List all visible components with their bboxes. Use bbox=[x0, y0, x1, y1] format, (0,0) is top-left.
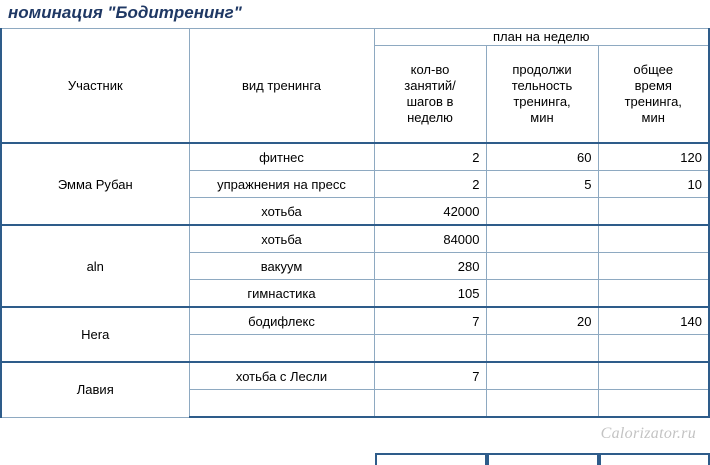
total-value bbox=[598, 362, 709, 390]
total-value: 120 bbox=[598, 143, 709, 171]
next-row-cell-duration bbox=[487, 453, 599, 465]
header-count-line-2: занятий/ bbox=[404, 78, 456, 93]
training-type bbox=[189, 390, 374, 418]
header-total-line-4: мин bbox=[641, 110, 665, 125]
training-type: упражнения на пресс bbox=[189, 171, 374, 198]
next-row-partial bbox=[0, 453, 710, 465]
results-table bbox=[0, 28, 710, 418]
duration-value bbox=[486, 198, 598, 226]
count-value: 7 bbox=[374, 362, 486, 390]
total-value bbox=[598, 390, 709, 418]
watermark: Calorizator.ru bbox=[600, 425, 696, 442]
duration-value bbox=[486, 362, 598, 390]
header-duration-line-1: продолжи bbox=[512, 62, 572, 77]
count-value bbox=[374, 390, 486, 418]
count-value: 2 bbox=[374, 143, 486, 171]
header-duration-line-2: тельность bbox=[511, 78, 573, 93]
duration-value bbox=[486, 390, 598, 418]
total-value bbox=[598, 198, 709, 226]
duration-value: 5 bbox=[486, 171, 598, 198]
count-value: 7 bbox=[374, 307, 486, 335]
count-value: 105 bbox=[374, 280, 486, 308]
total-value: 140 bbox=[598, 307, 709, 335]
header-total-line-2: время bbox=[634, 78, 672, 93]
count-value bbox=[374, 335, 486, 363]
header-training-type: вид тренинга bbox=[189, 29, 374, 144]
count-value: 280 bbox=[374, 253, 486, 280]
header-count-line-3: шагов в bbox=[406, 94, 454, 109]
participant-name: aln bbox=[1, 225, 189, 307]
header-participant: Участник bbox=[1, 29, 189, 144]
duration-value bbox=[486, 335, 598, 363]
header-count-line-4: неделю bbox=[407, 110, 453, 125]
duration-value: 20 bbox=[486, 307, 598, 335]
page-title: номинация "Бодитренинг" bbox=[8, 3, 242, 22]
duration-value bbox=[486, 225, 598, 253]
header-total-line-3: тренинга, bbox=[624, 94, 682, 109]
training-type: гимнастика bbox=[189, 280, 374, 308]
training-type: вакуум bbox=[189, 253, 374, 280]
training-type: фитнес bbox=[189, 143, 374, 171]
header-duration bbox=[486, 46, 598, 144]
header-duration-line-4: мин bbox=[530, 110, 554, 125]
header-plan-group: план на неделю bbox=[374, 29, 709, 46]
table-row bbox=[1, 225, 709, 253]
count-value: 84000 bbox=[374, 225, 486, 253]
count-value: 2 bbox=[374, 171, 486, 198]
header-count bbox=[374, 46, 486, 144]
header-total-line-1: общее bbox=[633, 62, 674, 77]
training-type: хотьба bbox=[189, 198, 374, 226]
training-type: хотьба с Лесли bbox=[189, 362, 374, 390]
table-row bbox=[1, 362, 709, 390]
next-row-cell-count bbox=[375, 453, 487, 465]
total-value bbox=[598, 335, 709, 363]
table-row bbox=[1, 307, 709, 335]
table-row bbox=[1, 143, 709, 171]
total-value bbox=[598, 225, 709, 253]
count-value: 42000 bbox=[374, 198, 486, 226]
duration-value bbox=[486, 280, 598, 308]
total-value bbox=[598, 253, 709, 280]
next-row-cell-total bbox=[599, 453, 710, 465]
participant-name: Эмма Рубан bbox=[1, 143, 189, 225]
duration-value: 60 bbox=[486, 143, 598, 171]
header-count-line-1: кол-во bbox=[410, 62, 450, 77]
training-type bbox=[189, 335, 374, 363]
total-value bbox=[598, 280, 709, 308]
participant-name: Лавия bbox=[1, 362, 189, 417]
participant-name: Hera bbox=[1, 307, 189, 362]
training-type: хотьба bbox=[189, 225, 374, 253]
header-total bbox=[598, 46, 709, 144]
total-value: 10 bbox=[598, 171, 709, 198]
training-type: бодифлекс bbox=[189, 307, 374, 335]
duration-value bbox=[486, 253, 598, 280]
header-duration-line-3: тренинга, bbox=[513, 94, 571, 109]
table-header-row-group bbox=[1, 29, 709, 46]
